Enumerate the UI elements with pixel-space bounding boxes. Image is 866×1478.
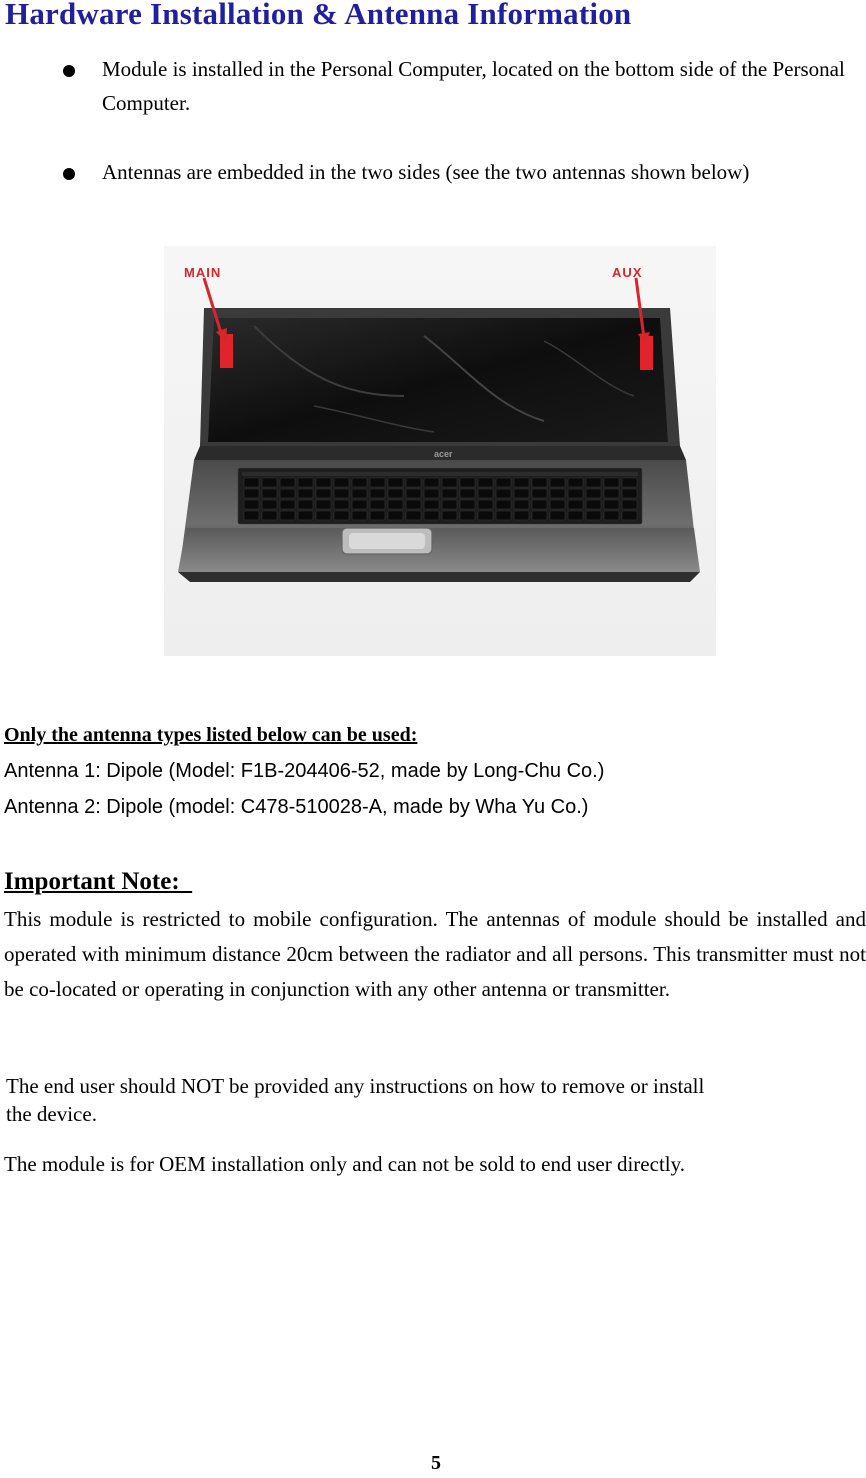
keyboard-key: [568, 511, 583, 520]
keyboard-key: [244, 478, 259, 487]
keyboard-key: [244, 489, 259, 498]
keyboard-key: [514, 478, 529, 487]
keyboard-key: [532, 489, 547, 498]
keyboard-key: [388, 489, 403, 498]
keyboard-key: [280, 478, 295, 487]
laptop-antenna-photo: [164, 246, 716, 656]
oem-notice: The module is for OEM installation only and can not be sold to end user directly.: [4, 1152, 685, 1176]
page-number: 5: [431, 1452, 441, 1474]
keyboard-key: [262, 511, 277, 520]
keyboard-key: [244, 511, 259, 520]
keyboard-key: [460, 489, 475, 498]
keyboard-key: [370, 511, 385, 520]
keyboard-key: [550, 511, 565, 520]
antenna-2-line: Antenna 2: Dipole (model: C478-510028-A, made by Wha Yu Co.): [4, 796, 589, 818]
bullet-item-1: Module is installed in the Personal Computer, located on the bottom side of the Personal Computer.: [102, 57, 845, 115]
keyboard-key: [352, 511, 367, 520]
keyboard-key: [370, 478, 385, 487]
keyboard-key: [604, 511, 619, 520]
keyboard-key: [334, 500, 349, 509]
keyboard-key: [316, 489, 331, 498]
keyboard-key: [514, 489, 529, 498]
keyboard-key: [280, 511, 295, 520]
keyboard-key: [388, 478, 403, 487]
keyboard-key: [514, 511, 529, 520]
important-note-body: This module is restricted to mobile configuration. The antennas of module should be installed and operated with minimum distance 20cm between the radiator and all persons. This transmitter must not be co-located or operating in conjunction with any other antenna or transmitter.: [4, 907, 866, 1001]
keyboard-key: [370, 500, 385, 509]
main-antenna-label: MAIN: [184, 265, 222, 280]
keyboard-key: [496, 489, 511, 498]
end-user-notice-line-2: the device.: [6, 1102, 97, 1126]
keyboard-key: [442, 478, 457, 487]
keyboard-key: [298, 500, 313, 509]
keyboard-key: [586, 478, 601, 487]
keyboard-key: [298, 478, 313, 487]
keyboard-key: [532, 511, 547, 520]
keyboard-key: [316, 511, 331, 520]
keyboard-key: [622, 489, 637, 498]
keyboard-key: [496, 500, 511, 509]
keyboard-key: [622, 478, 637, 487]
keyboard-key: [262, 500, 277, 509]
keyboard-key: [352, 500, 367, 509]
keyboard-key: [280, 500, 295, 509]
aux-antenna-label: AUX: [612, 265, 643, 280]
keyboard-key: [460, 500, 475, 509]
keyboard-key: [406, 500, 421, 509]
end-user-notice-line-1: The end user should NOT be provided any instructions on how to remove or install: [6, 1074, 705, 1098]
keyboard-key: [478, 489, 493, 498]
keyboard-key: [424, 478, 439, 487]
keyboard-key: [352, 478, 367, 487]
keyboard-key: [532, 478, 547, 487]
keyboard-key: [334, 511, 349, 520]
bullet-item-2: Antennas are embedded in the two sides (see the two antennas shown below): [102, 160, 750, 184]
keyboard-key: [316, 478, 331, 487]
important-note-heading: Important Note:: [4, 868, 193, 895]
bullet-marker-1: [63, 60, 75, 81]
keyboard-key: [478, 500, 493, 509]
keyboard-key: [352, 489, 367, 498]
keyboard-key: [622, 511, 637, 520]
keyboard-key: [316, 500, 331, 509]
keyboard-key: [478, 511, 493, 520]
keyboard-key: [586, 489, 601, 498]
keyboard-key: [550, 489, 565, 498]
keyboard-key: [298, 511, 313, 520]
keyboard-key: [424, 511, 439, 520]
keyboard-key: [604, 478, 619, 487]
keyboard-key: [478, 478, 493, 487]
keyboard-key: [532, 500, 547, 509]
keyboard-key: [496, 478, 511, 487]
keyboard-key: [442, 489, 457, 498]
keyboard-key: [604, 500, 619, 509]
keyboard-key: [550, 478, 565, 487]
keyboard-key: [244, 500, 259, 509]
keyboard-key: [406, 489, 421, 498]
page-title: Hardware Installation & Antenna Information: [5, 0, 632, 31]
keyboard-key: [424, 489, 439, 498]
keyboard-key: [406, 478, 421, 487]
keyboard-key: [442, 500, 457, 509]
keyboard-key: [262, 478, 277, 487]
laptop-logo: acer: [434, 449, 453, 459]
keyboard-key: [496, 511, 511, 520]
keyboard-key: [424, 500, 439, 509]
keyboard-key: [568, 478, 583, 487]
antenna-1-line: Antenna 1: Dipole (Model: F1B-204406-52, made by Long-Chu Co.): [4, 760, 605, 782]
keyboard-key: [604, 489, 619, 498]
keyboard-key: [460, 478, 475, 487]
keyboard-key: [514, 500, 529, 509]
keyboard-key: [388, 500, 403, 509]
keyboard-key: [586, 500, 601, 509]
keyboard-key: [262, 489, 277, 498]
keyboard-key: [298, 489, 313, 498]
keyboard-key: [586, 511, 601, 520]
keyboard-key: [280, 489, 295, 498]
keyboard-key: [334, 478, 349, 487]
keyboard-key: [370, 489, 385, 498]
bullet-marker-2: [63, 163, 75, 184]
keyboard-key: [442, 511, 457, 520]
keyboard-key: [406, 511, 421, 520]
keyboard-key: [550, 500, 565, 509]
keyboard-key: [568, 489, 583, 498]
keyboard-key: [334, 489, 349, 498]
keyboard-key: [622, 500, 637, 509]
antenna-types-heading: Only the antenna types listed below can be used:: [4, 724, 418, 746]
keyboard-key: [388, 511, 403, 520]
keyboard-key: [568, 500, 583, 509]
keyboard-key: [460, 511, 475, 520]
